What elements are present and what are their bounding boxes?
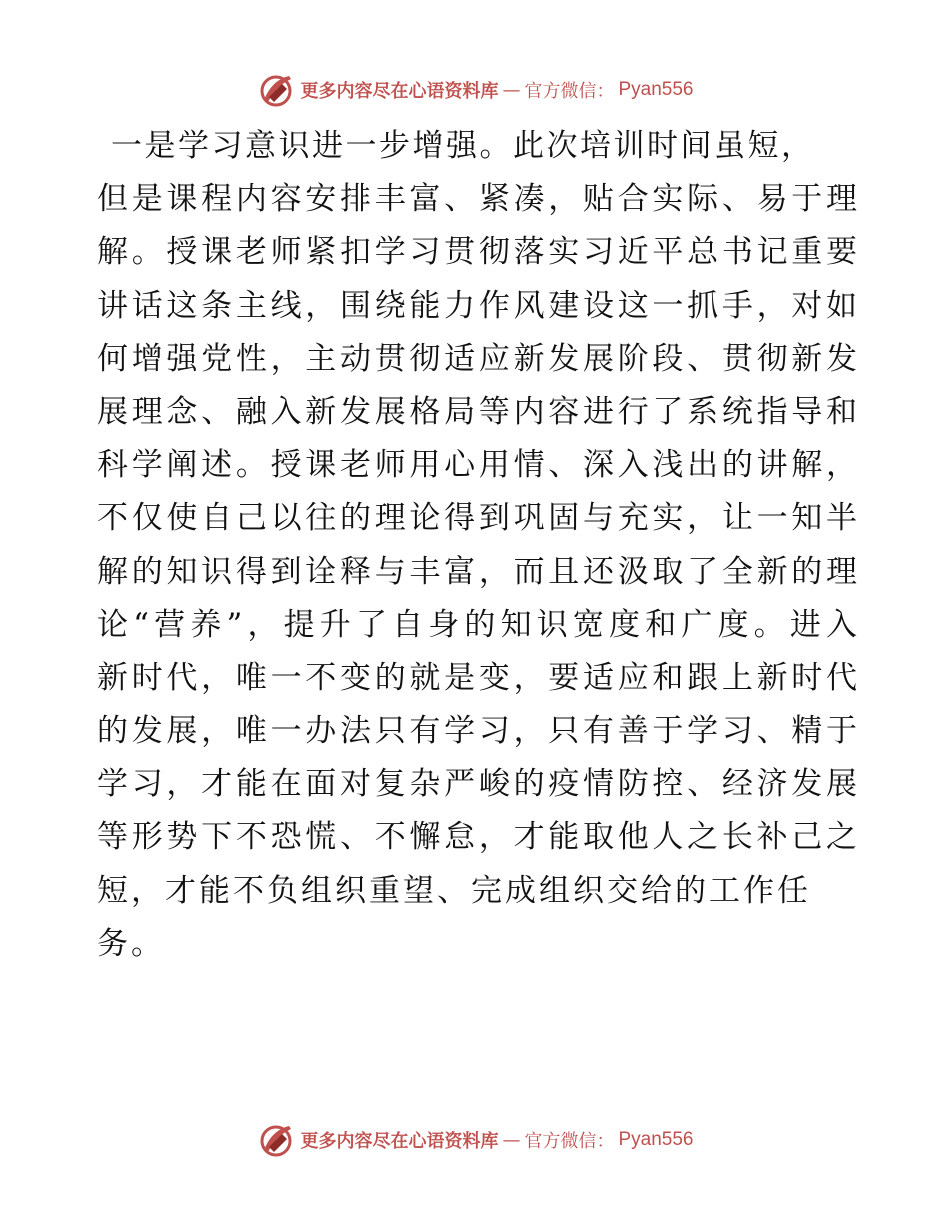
body-line: 解。授课老师紧扣学习贯彻落实习近平总书记重要	[97, 234, 857, 271]
header-site-text: 更多内容尽在心语资料库	[300, 81, 499, 102]
footer-wechat-label: 官方微信：	[524, 1131, 615, 1152]
footer-wechat-id: Pyan556	[618, 1129, 694, 1150]
pen-logo-icon	[256, 1120, 296, 1160]
header-separator: —	[502, 79, 521, 101]
document-body	[97, 120, 857, 971]
footer-site-text: 更多内容尽在心语资料库	[300, 1131, 499, 1152]
body-line: 的发展，唯一办法只有学习，只有善于学习、精于	[97, 713, 857, 750]
body-line: 解的知识得到诠释与丰富，而且还汲取了全新的理	[97, 553, 857, 590]
header-wechat-label: 官方微信：	[524, 81, 615, 102]
header-banner	[0, 70, 950, 110]
body-line: 新时代，唯一不变的就是变，要适应和跟上新时代	[97, 659, 857, 696]
body-line: 何增强党性，主动贯彻适应新发展阶段、贯彻新发	[97, 340, 857, 377]
body-line: 论“营养”，提升了自身的知识宽度和广度。进入	[97, 606, 857, 643]
body-line: 但是课程内容安排丰富、紧凑，贴合实际、易于理	[97, 181, 857, 218]
footer-banner	[0, 1120, 950, 1160]
footer-separator: —	[502, 1129, 521, 1151]
body-line: 科学阐述。授课老师用心用情、深入浅出的讲解，	[97, 447, 857, 484]
body-line: 学习，才能在面对复杂严峻的疫情防控、经济发展	[97, 766, 857, 803]
pen-logo-icon	[256, 70, 296, 110]
body-line: 短，才能不负组织重望、完成组织交给的工作任	[97, 872, 811, 909]
body-line: 务。	[97, 925, 165, 962]
body-line: 讲话这条主线，围绕能力作风建设这一抓手，对如	[97, 287, 857, 324]
header-wechat-id: Pyan556	[618, 79, 694, 100]
body-line: 等形势下不恐慌、不懈怠，才能取他人之长补己之	[97, 819, 857, 856]
body-line: 一是学习意识进一步增强。此次培训时间虽短，	[111, 128, 815, 164]
body-line: 不仅使自己以往的理论得到巩固与充实，让一知半	[97, 500, 857, 537]
body-line: 展理念、融入新发展格局等内容进行了系统指导和	[97, 393, 857, 430]
